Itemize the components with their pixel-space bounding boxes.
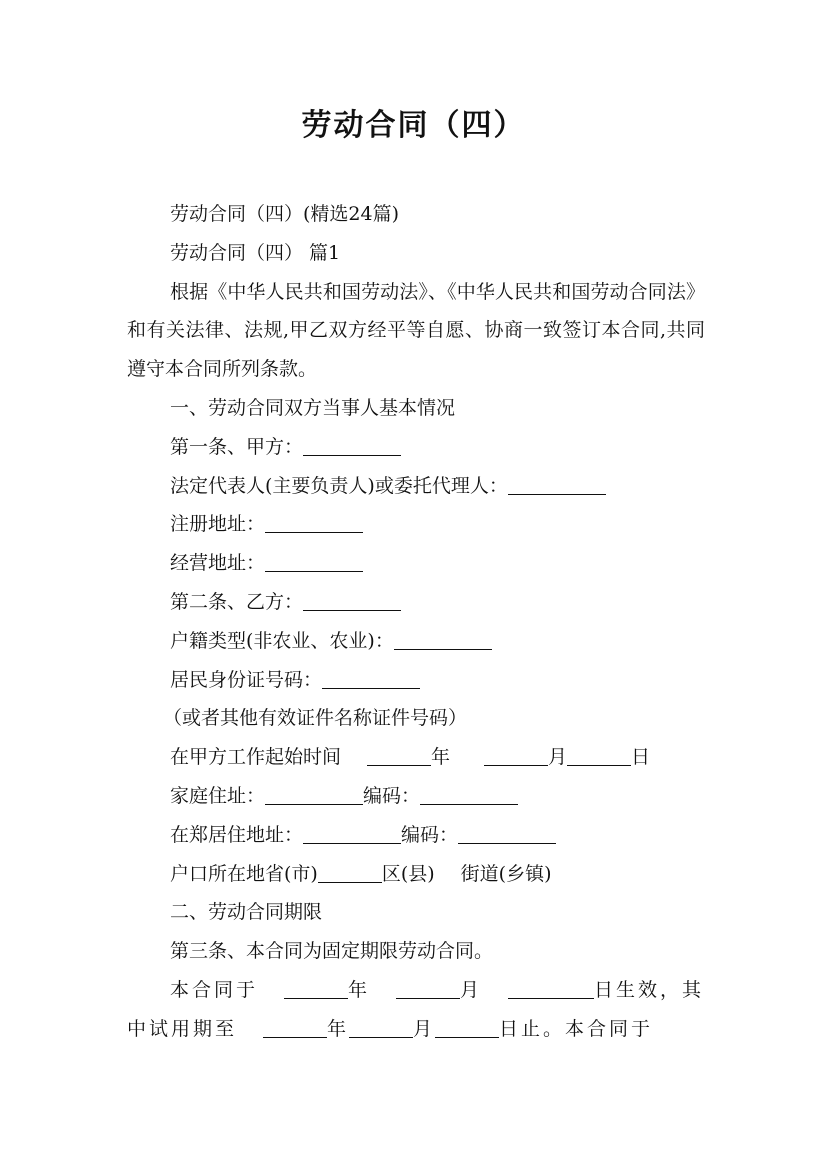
blank-line <box>508 978 594 999</box>
blank-line <box>263 1017 327 1038</box>
blank-line <box>435 1017 499 1038</box>
blank-line <box>394 629 492 650</box>
paragraph-subtitle: 劳动合同（四）(精选24篇) <box>170 203 400 225</box>
blank-line <box>567 745 631 766</box>
field-zhengzhou-address: 在郑居住地址： 编码： <box>127 816 705 855</box>
document-title: 劳动合同（四） <box>301 108 526 143</box>
blank-line <box>349 1017 413 1038</box>
field-registered-address: 注册地址： <box>127 505 705 544</box>
field-home-address: 家庭住址： 编码： <box>127 777 705 816</box>
blank-line <box>420 784 518 805</box>
document-body <box>127 195 705 1049</box>
blank-line <box>367 745 431 766</box>
blank-line <box>322 668 420 689</box>
paragraph-article-three: 第三条、本合同为固定期限劳动合同。 <box>170 940 494 963</box>
field-id-number: 居民身份证号码： <box>127 661 705 700</box>
field-household-type: 户籍类型(非农业、农业)： <box>127 622 705 661</box>
field-household-registration: 户口所在地省(市) 区(县) 街道(乡镇) <box>170 862 552 885</box>
field-probation-end: 中试用期至 年 月 日止。本合同于 <box>127 1017 654 1040</box>
blank-line <box>303 435 401 456</box>
field-effective-date: 本合同于 年 月 日生效，其 <box>170 978 705 1001</box>
blank-line <box>508 474 606 495</box>
paragraph-part-one-heading: 一、劳动合同双方当事人基本情况 <box>170 396 456 419</box>
paragraph-preamble: 根据《中华人民共和国劳动法》、《中华人民共和国劳动合同法》和有关法律、法规,甲乙双方经平等自愿、协商一致签订本合同,共同遵守本合同所列条款。 <box>127 280 705 381</box>
blank-line <box>284 978 348 999</box>
paragraph-part-two-heading: 二、劳动合同期限 <box>170 901 323 924</box>
blank-line <box>303 823 401 844</box>
blank-line <box>265 512 363 533</box>
blank-line <box>458 823 556 844</box>
paragraph-section-heading: 劳动合同（四） 篇1 <box>170 241 341 264</box>
blank-line <box>396 978 460 999</box>
field-party-a: 第一条、甲方： <box>127 428 705 467</box>
field-legal-representative: 法定代表人(主要负责人)或委托代理人： <box>127 467 705 506</box>
blank-line <box>265 784 363 805</box>
paragraph-other-id-note: （或者其他有效证件名称证件号码） <box>163 707 468 730</box>
blank-line <box>484 745 548 766</box>
field-party-b: 第二条、乙方： <box>127 583 705 622</box>
blank-line <box>265 551 363 572</box>
blank-line <box>303 590 401 611</box>
field-start-date: 在甲方工作起始时间 年 月 日 <box>170 746 651 769</box>
field-business-address: 经营地址： <box>127 544 705 583</box>
blank-line <box>318 862 382 883</box>
